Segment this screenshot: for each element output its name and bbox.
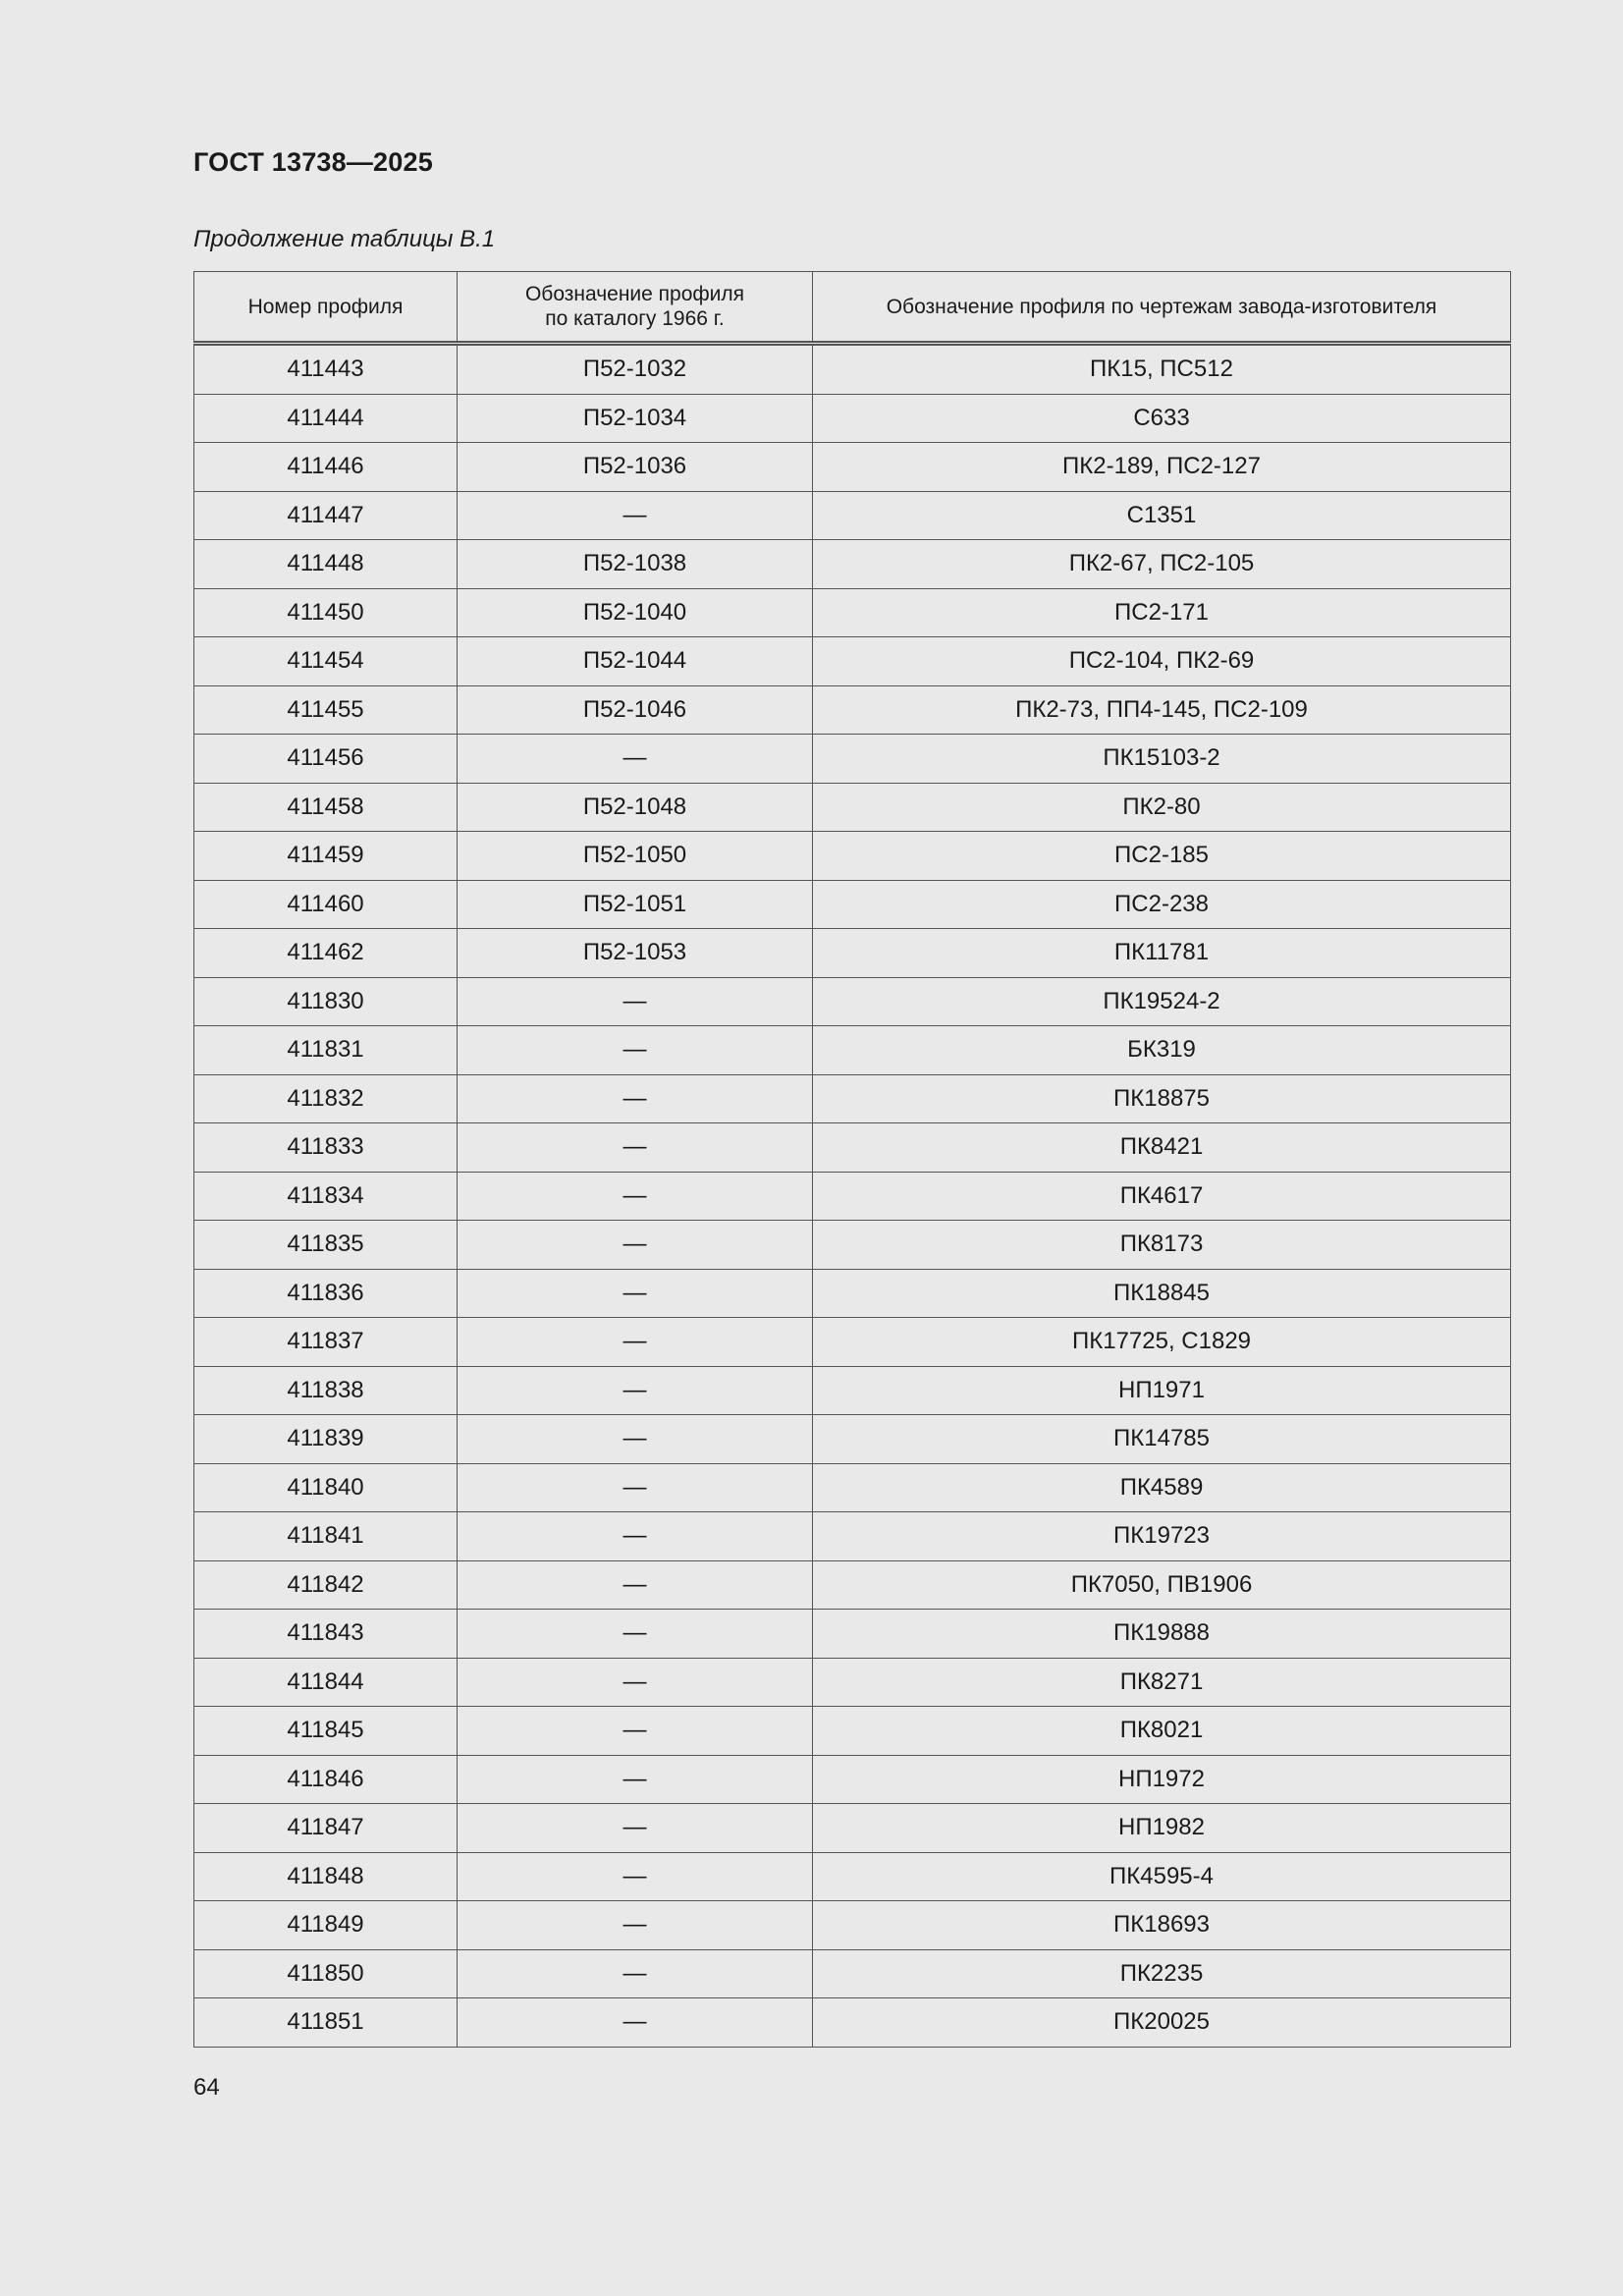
- factory-designation-cell: ПС2-104, ПК2-69: [813, 637, 1511, 686]
- table-row: [194, 929, 1511, 978]
- profile-number-cell: 411446: [194, 443, 458, 492]
- catalog-designation-cell: П52-1040: [458, 588, 813, 637]
- table-row: [194, 1804, 1511, 1853]
- catalog-designation-cell: —: [458, 1949, 813, 1998]
- factory-designation-cell: ПС2-171: [813, 588, 1511, 637]
- profiles-table: [193, 271, 1511, 2048]
- factory-designation-cell: ПК8271: [813, 1658, 1511, 1707]
- profile-number-cell: 411840: [194, 1463, 458, 1512]
- table-row: [194, 1658, 1511, 1707]
- factory-designation-cell: НП1971: [813, 1366, 1511, 1415]
- factory-designation-cell: ПК19524-2: [813, 977, 1511, 1026]
- factory-designation-cell: ПК4617: [813, 1172, 1511, 1221]
- factory-designation-cell: ПК8021: [813, 1707, 1511, 1756]
- factory-designation-cell: ПС2-185: [813, 832, 1511, 881]
- table-row: [194, 735, 1511, 784]
- profile-number-cell: 411448: [194, 540, 458, 589]
- factory-designation-cell: ПК18845: [813, 1269, 1511, 1318]
- catalog-designation-cell: —: [458, 491, 813, 540]
- catalog-designation-cell: —: [458, 1901, 813, 1950]
- factory-designation-cell: ПК19888: [813, 1610, 1511, 1659]
- table-row: [194, 540, 1511, 589]
- profile-number-cell: 411447: [194, 491, 458, 540]
- profile-number-cell: 411850: [194, 1949, 458, 1998]
- profile-number-cell: 411459: [194, 832, 458, 881]
- profile-number-cell: 411843: [194, 1610, 458, 1659]
- profile-number-cell: 411831: [194, 1026, 458, 1075]
- profile-number-cell: 411460: [194, 880, 458, 929]
- factory-designation-cell: ПК20025: [813, 1998, 1511, 2048]
- table-row: [194, 977, 1511, 1026]
- table-row: [194, 1123, 1511, 1173]
- catalog-designation-cell: —: [458, 1026, 813, 1075]
- table-row: [194, 443, 1511, 492]
- table-row: [194, 491, 1511, 540]
- table-row: [194, 588, 1511, 637]
- table-row: [194, 1755, 1511, 1804]
- profile-number-cell: 411443: [194, 344, 458, 395]
- table-body: [194, 344, 1511, 2048]
- factory-designation-cell: ПС2-238: [813, 880, 1511, 929]
- table-row: [194, 1949, 1511, 1998]
- table-row: [194, 1901, 1511, 1950]
- factory-designation-cell: ПК15, ПС512: [813, 344, 1511, 395]
- catalog-designation-cell: —: [458, 1755, 813, 1804]
- profile-number-cell: 411845: [194, 1707, 458, 1756]
- table-row: [194, 1318, 1511, 1367]
- factory-designation-cell: ПК2-80: [813, 783, 1511, 832]
- catalog-designation-cell: П52-1036: [458, 443, 813, 492]
- table-row: [194, 1415, 1511, 1464]
- factory-designation-cell: ПК4589: [813, 1463, 1511, 1512]
- column-header-catalog-line1: Обозначение профиля: [524, 283, 745, 305]
- table-row: [194, 1221, 1511, 1270]
- profile-number-cell: 411846: [194, 1755, 458, 1804]
- factory-designation-cell: ПК8173: [813, 1221, 1511, 1270]
- factory-designation-cell: ПК2-67, ПС2-105: [813, 540, 1511, 589]
- table-row: [194, 1610, 1511, 1659]
- profile-number-cell: 411458: [194, 783, 458, 832]
- catalog-designation-cell: —: [458, 1512, 813, 1561]
- table-row: [194, 1852, 1511, 1901]
- catalog-designation-cell: —: [458, 1172, 813, 1221]
- catalog-designation-cell: —: [458, 1318, 813, 1367]
- catalog-designation-cell: П52-1044: [458, 637, 813, 686]
- profile-number-cell: 411456: [194, 735, 458, 784]
- profile-number-cell: 411835: [194, 1221, 458, 1270]
- catalog-designation-cell: —: [458, 1123, 813, 1173]
- factory-designation-cell: ПК7050, ПВ1906: [813, 1560, 1511, 1610]
- profile-number-cell: 411832: [194, 1074, 458, 1123]
- column-header-catalog: [458, 272, 813, 344]
- factory-designation-cell: ПК4595-4: [813, 1852, 1511, 1901]
- profile-number-cell: 411847: [194, 1804, 458, 1853]
- catalog-designation-cell: —: [458, 1463, 813, 1512]
- catalog-designation-cell: П52-1051: [458, 880, 813, 929]
- table-row: [194, 1512, 1511, 1561]
- profile-number-cell: 411450: [194, 588, 458, 637]
- table-row: [194, 1463, 1511, 1512]
- profile-number-cell: 411844: [194, 1658, 458, 1707]
- factory-designation-cell: ПК18693: [813, 1901, 1511, 1950]
- table-row: [194, 344, 1511, 395]
- profile-number-cell: 411849: [194, 1901, 458, 1950]
- profile-number-cell: 411833: [194, 1123, 458, 1173]
- table-header-row: [194, 272, 1511, 344]
- profile-number-cell: 411848: [194, 1852, 458, 1901]
- catalog-designation-cell: П52-1038: [458, 540, 813, 589]
- table-row: [194, 1998, 1511, 2048]
- column-header-number: Номер профиля: [194, 272, 458, 344]
- catalog-designation-cell: —: [458, 1366, 813, 1415]
- factory-designation-cell: ПК18875: [813, 1074, 1511, 1123]
- catalog-designation-cell: —: [458, 1560, 813, 1610]
- table-row: [194, 832, 1511, 881]
- factory-designation-cell: ПК2-73, ПП4-145, ПС2-109: [813, 685, 1511, 735]
- factory-designation-cell: С1351: [813, 491, 1511, 540]
- profile-number-cell: 411455: [194, 685, 458, 735]
- table-row: [194, 1560, 1511, 1610]
- profile-number-cell: 411841: [194, 1512, 458, 1561]
- catalog-designation-cell: —: [458, 1998, 813, 2048]
- table-row: [194, 394, 1511, 443]
- catalog-designation-cell: —: [458, 1269, 813, 1318]
- table-row: [194, 685, 1511, 735]
- catalog-designation-cell: —: [458, 735, 813, 784]
- catalog-designation-cell: П52-1032: [458, 344, 813, 395]
- factory-designation-cell: ПК8421: [813, 1123, 1511, 1173]
- profile-number-cell: 411830: [194, 977, 458, 1026]
- profile-number-cell: 411842: [194, 1560, 458, 1610]
- document-header: ГОСТ 13738—2025: [193, 147, 433, 177]
- catalog-designation-cell: —: [458, 1707, 813, 1756]
- profile-number-cell: 411838: [194, 1366, 458, 1415]
- profile-number-cell: 411444: [194, 394, 458, 443]
- factory-designation-cell: ПК14785: [813, 1415, 1511, 1464]
- catalog-designation-cell: П52-1034: [458, 394, 813, 443]
- factory-designation-cell: ПК2-189, ПС2-127: [813, 443, 1511, 492]
- catalog-designation-cell: П52-1050: [458, 832, 813, 881]
- factory-designation-cell: БК319: [813, 1026, 1511, 1075]
- page-number: 64: [193, 2074, 220, 2101]
- table-row: [194, 880, 1511, 929]
- factory-designation-cell: ПК2235: [813, 1949, 1511, 1998]
- catalog-designation-cell: —: [458, 1610, 813, 1659]
- factory-designation-cell: С633: [813, 394, 1511, 443]
- factory-designation-cell: ПК17725, С1829: [813, 1318, 1511, 1367]
- profile-number-cell: 411839: [194, 1415, 458, 1464]
- table-row: [194, 1026, 1511, 1075]
- catalog-designation-cell: —: [458, 1074, 813, 1123]
- catalog-designation-cell: —: [458, 1852, 813, 1901]
- factory-designation-cell: ПК11781: [813, 929, 1511, 978]
- profile-number-cell: 411836: [194, 1269, 458, 1318]
- catalog-designation-cell: —: [458, 1804, 813, 1853]
- table-row: [194, 1172, 1511, 1221]
- table-row: [194, 1707, 1511, 1756]
- table-row: [194, 1366, 1511, 1415]
- catalog-designation-cell: —: [458, 1658, 813, 1707]
- factory-designation-cell: НП1982: [813, 1804, 1511, 1853]
- table-row: [194, 1074, 1511, 1123]
- profile-number-cell: 411837: [194, 1318, 458, 1367]
- profile-number-cell: 411454: [194, 637, 458, 686]
- profile-number-cell: 411462: [194, 929, 458, 978]
- table-row: [194, 783, 1511, 832]
- profile-number-cell: 411834: [194, 1172, 458, 1221]
- catalog-designation-cell: П52-1048: [458, 783, 813, 832]
- catalog-designation-cell: П52-1053: [458, 929, 813, 978]
- table-caption: Продолжение таблицы В.1: [193, 226, 496, 252]
- table-row: [194, 1269, 1511, 1318]
- factory-designation-cell: НП1972: [813, 1755, 1511, 1804]
- factory-designation-cell: ПК19723: [813, 1512, 1511, 1561]
- catalog-designation-cell: —: [458, 977, 813, 1026]
- table-row: [194, 637, 1511, 686]
- catalog-designation-cell: П52-1046: [458, 685, 813, 735]
- column-header-factory: Обозначение профиля по чертежам завода-изготовителя: [813, 272, 1511, 344]
- catalog-designation-cell: —: [458, 1415, 813, 1464]
- profile-number-cell: 411851: [194, 1998, 458, 2048]
- column-header-catalog-line2: по каталогу 1966 г.: [545, 307, 725, 330]
- factory-designation-cell: ПК15103-2: [813, 735, 1511, 784]
- catalog-designation-cell: —: [458, 1221, 813, 1270]
